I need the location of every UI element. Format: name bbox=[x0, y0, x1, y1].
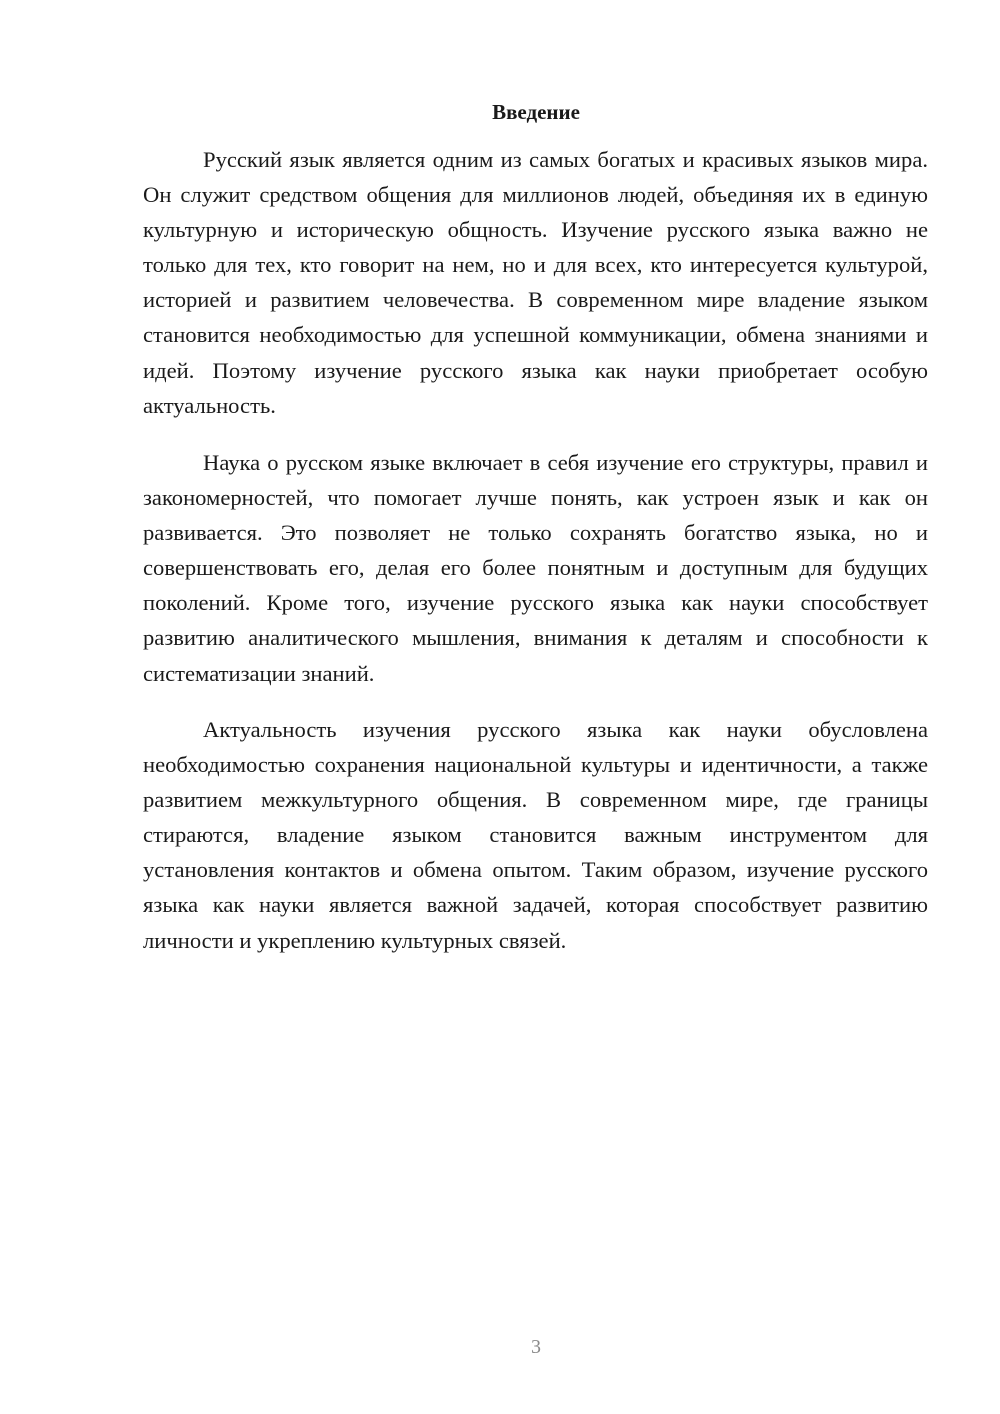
page-number: 3 bbox=[531, 1336, 541, 1358]
paragraph-text: Русский язык является одним из самых богатых и красивых языков мира. Он служит средством общения для миллионов людей, объединяя их в единую культурную и историческую общность. Изучение русского языка важно не только для тех, кто говорит на нем, но и для всех, кто интересуется культурой, историей и развитием человечества. В современном мире владение языком становится необходимостью для успешной коммуникации, обмена знаниями и идей. Поэтому изучение русского языка как науки приобретает особую актуальность. bbox=[143, 147, 928, 418]
paragraph-1 bbox=[143, 142, 928, 423]
section-title: Введение bbox=[492, 100, 580, 124]
paragraph-3 bbox=[143, 712, 928, 958]
paragraph-2 bbox=[143, 445, 928, 691]
paragraph-text: Актуальность изучения русского языка как науки обусловлена необходимостью сохранения национальной культуры и идентичности, а также развитием межкультурного общения. В современном мире, где границы стираются, владение языком становится важным инструментом для установления контактов и обмена опытом. Таким образом, изучение русского языка как науки является важной задачей, которая способствует развитию личности и укреплению культурных связей. bbox=[143, 717, 928, 953]
paragraph-text: Наука о русском языке включает в себя изучение его структуры, правил и закономерностей, что помогает лучше понять, как устроен язык и как он развивается. Это позволяет не только сохранять богатство языка, но и совершенствовать его, делая его более понятным и доступным для будущих поколений. Кроме того, изучение русского языка как науки способствует развитию аналитического мышления, внимания к деталям и способности к систематизации знаний. bbox=[143, 450, 928, 686]
